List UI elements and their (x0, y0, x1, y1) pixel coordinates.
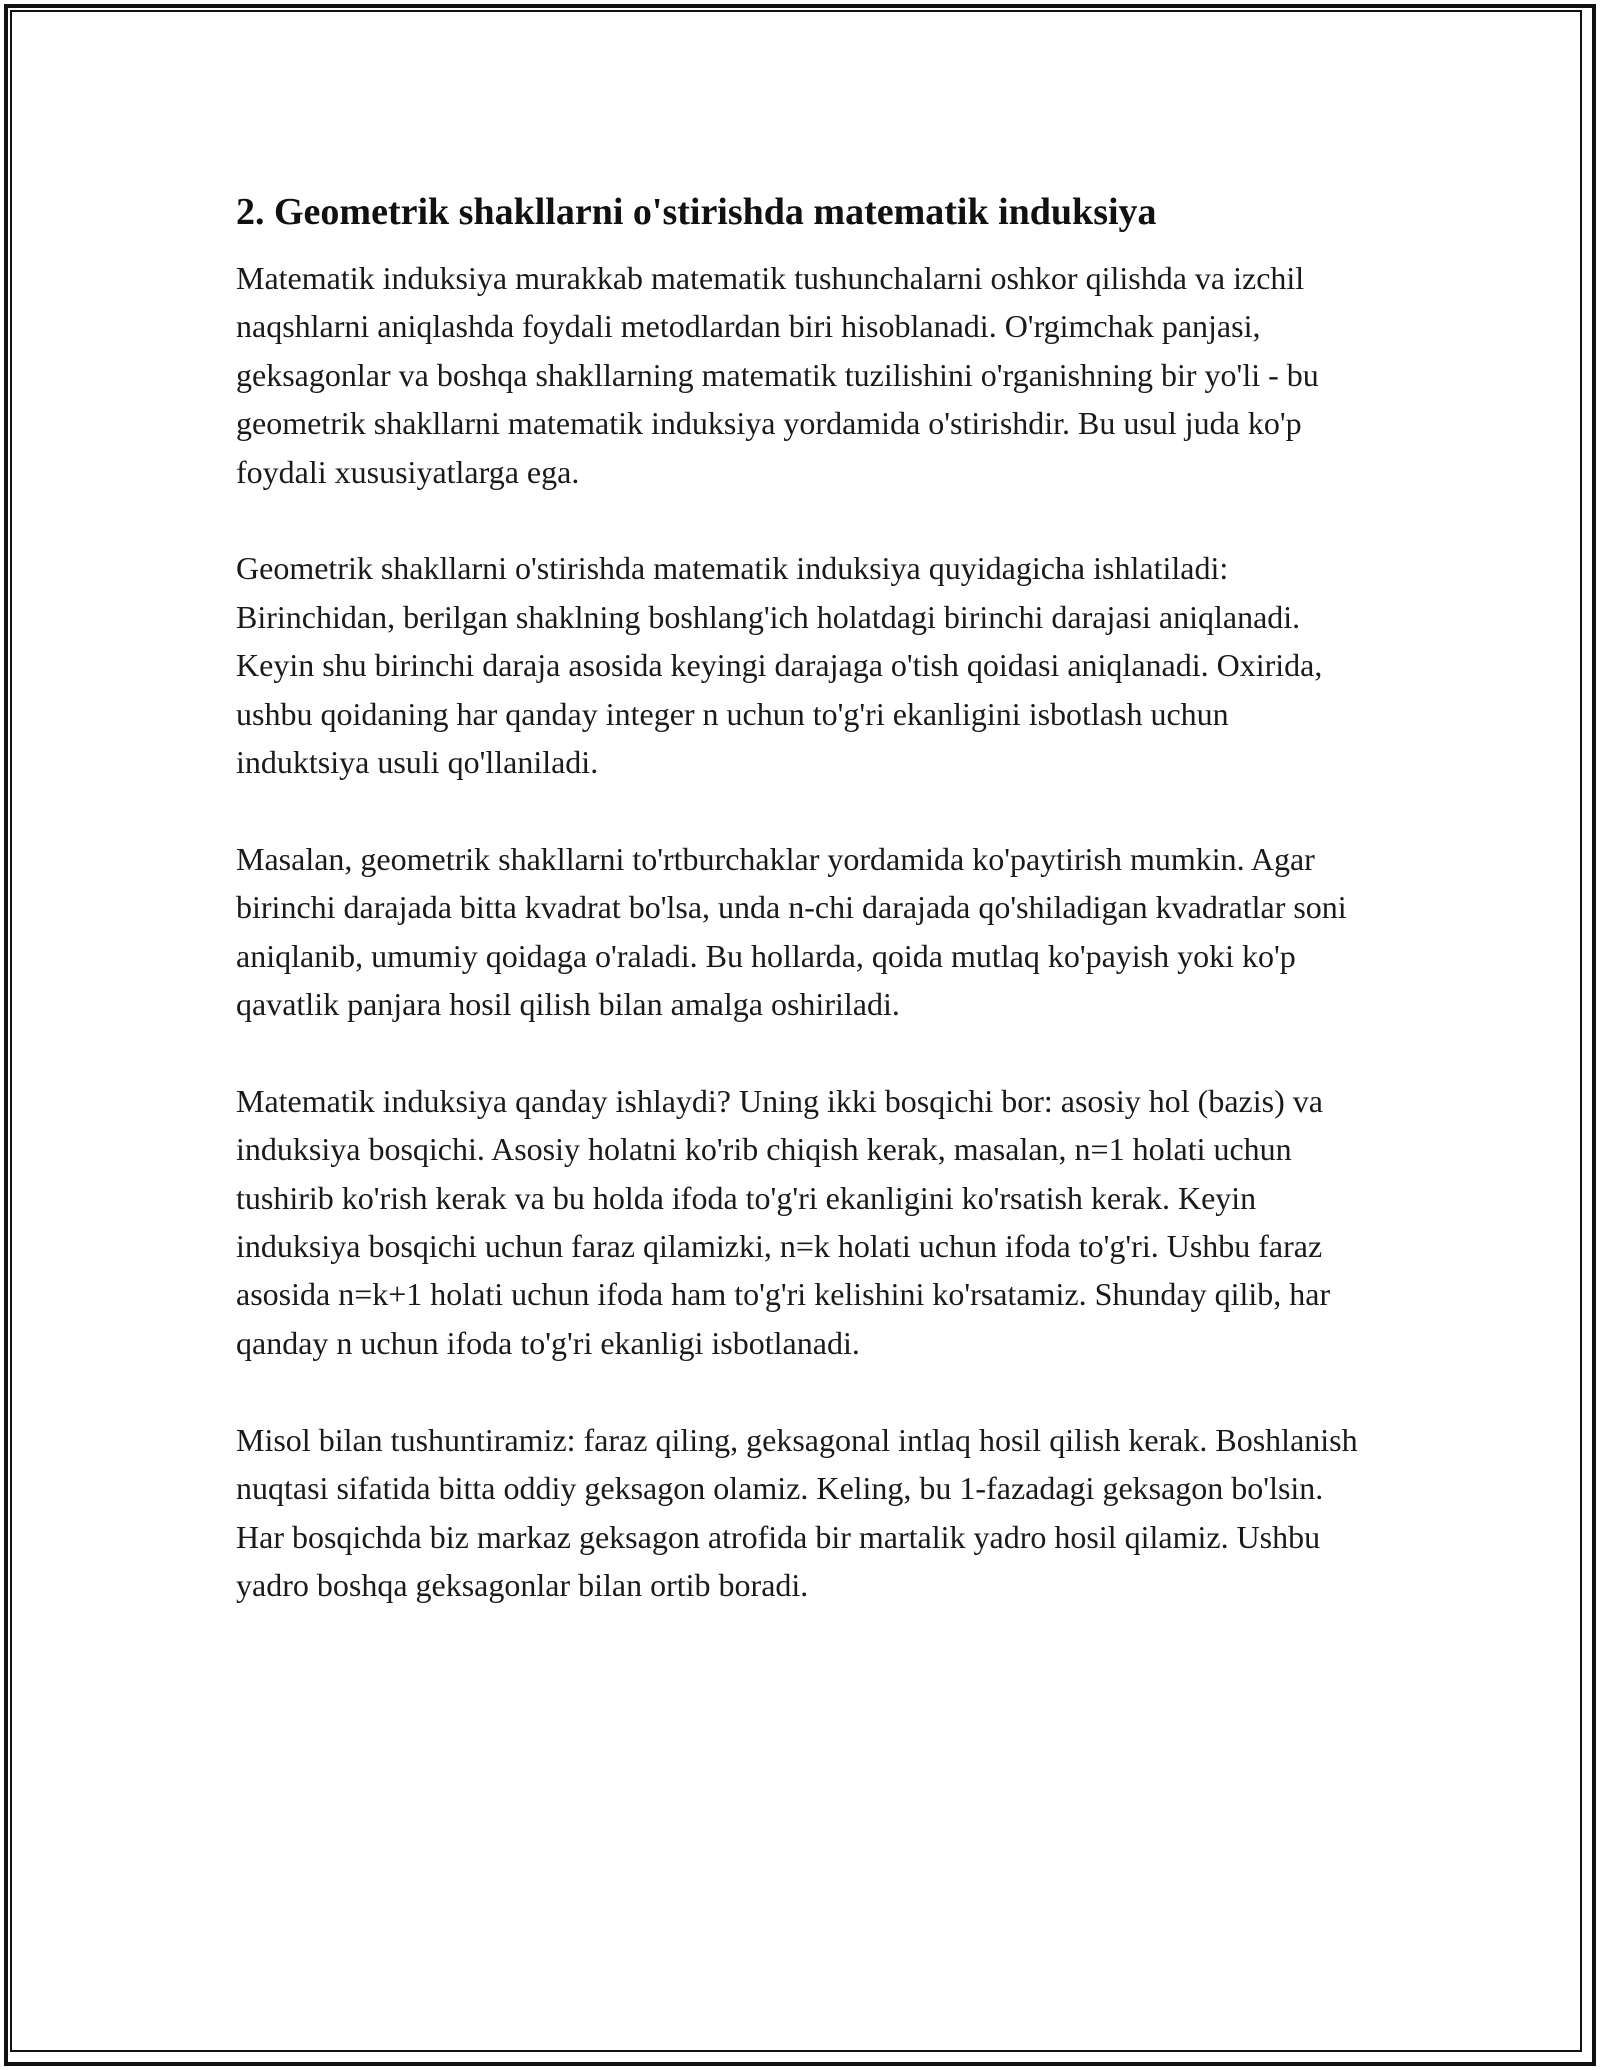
paragraph-2: Geometrik shakllarni o'stirishda matematik induksiya quyidagicha ishlatiladi: Birinchidan, berilgan shaklning boshlang'ich holatdagi birinchi darajasi aniqlanadi. Keyin shu birinchi daraja asosida keyingi darajaga o'tish qoidasi aniqlanadi. Oxirida, ushbu qoidaning har qanday integer n uchun to'g'ri ekanligini isbotlash uchun induktsiya usuli qo'llaniladi. (236, 550, 1323, 781)
paragraph-5: Misol bilan tushuntiramiz: faraz qiling, geksagonal intlaq hosil qilish kerak. Boshlanish nuqtasi sifatida bitta oddiy geksagon olamiz. Keling, bu 1-fazadagi geksagon bo'lsin. Har bosqichda biz markaz geksagon atrofida bir martalik yadro hosil qilamiz. Ushbu yadro boshqa geksagonlar bilan ortib boradi. (236, 1421, 1358, 1603)
section-heading: 2. Geometrik shakllarni o'stirishda matematik induksiya (236, 191, 1157, 233)
paragraph-4: Matematik induksiya qanday ishlaydi? Uning ikki bosqichi bor: asosiy hol (bazis) va induksiya bosqichi. Asosiy holatni ko'rib chiqish kerak, masalan, n=1 holati uchun tushirib ko'rish kerak va bu holda ifoda to'g'ri ekanligini ko'rsatish kerak. Keyin induksiya bosqichi uchun faraz qilamizki, n=k holati uchun ifoda to'g'ri. Ushbu faraz asosida n=k+1 holati uchun ifoda ham to'g'ri kelishini ko'rsatamiz. Shunday qilib, har qanday n uchun ifoda to'g'ri ekanligi isbotlanadi. (236, 1082, 1331, 1361)
paragraph-1: Matematik induksiya murakkab matematik tushunchalarni oshkor qilishda va izchil naqshlarni aniqlashda foydali metodlardan biri hisoblanadi. O'rgimchak panjasi, geksagonlar va boshqa shakllarning matematik tuzilishini o'rganishning bir yo'li - bu geometrik shakllarni matematik induksiya yordamida o'stirishdir. Bu usul juda ko'p foydali xususiyatlarga ega. (236, 260, 1319, 490)
document-body (236, 186, 1366, 1658)
paragraph-3: Masalan, geometrik shakllarni to'rtburchaklar yordamida ko'paytirish mumkin. Agar birinchi darajada bitta kvadrat bo'lsa, unda n-chi darajada qo'shiladigan kvadratlar soni aniqlanib, umumiy qoidaga o'raladi. Bu hollarda, qoida mutlaq ko'payish yoki ko'p qavatlik panjara hosil qilish bilan amalga oshiriladi. (236, 840, 1347, 1023)
